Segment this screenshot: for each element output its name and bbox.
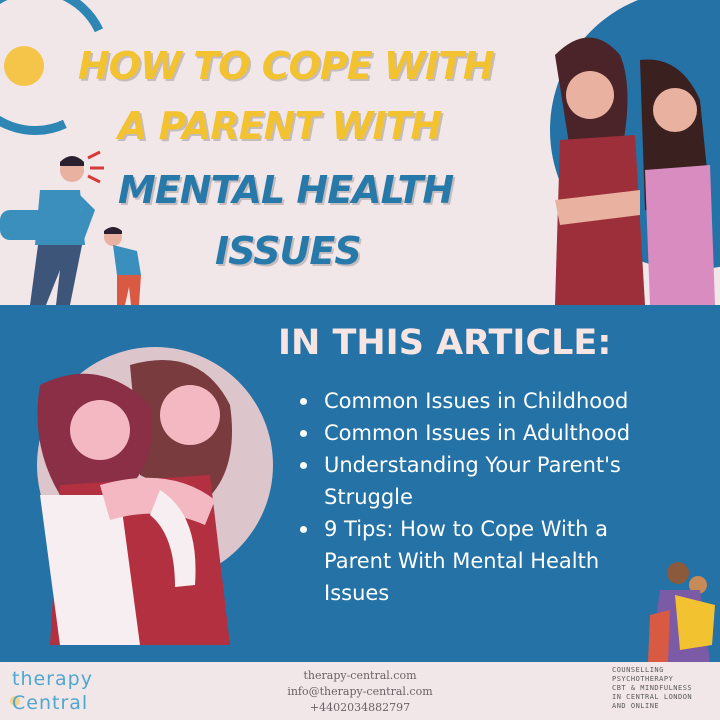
logo-line-1: therapy <box>12 668 93 690</box>
list-item-text: Common Issues in Childhood <box>324 389 629 413</box>
service-item: COUNSELLING <box>612 666 664 674</box>
title-line-4: ISSUES <box>215 229 361 273</box>
two-women-illustration <box>540 0 720 305</box>
list-item <box>300 385 700 417</box>
article-heading: IN THIS ARTICLE: <box>278 323 612 363</box>
title-line-2: A PARENT WITH <box>118 104 442 148</box>
title-line-3: MENTAL HEALTH <box>118 168 454 212</box>
article-section <box>0 305 720 662</box>
phone-number: +4402034882797 <box>309 701 411 714</box>
service-item: PSYCHOTHERAPY <box>612 675 674 683</box>
services-list <box>612 666 720 711</box>
logo-line-2: Central <box>12 692 89 714</box>
hugging-pair-illustration <box>0 325 280 645</box>
sun-circle-icon <box>4 46 44 86</box>
bullet-icon <box>300 526 307 533</box>
bullet-icon <box>300 430 307 437</box>
service-item: CBT & MINDFULNESS <box>612 684 693 692</box>
bullet-icon <box>300 462 307 469</box>
service-item: AND ONLINE <box>612 702 660 710</box>
website-link[interactable]: therapy-central.com <box>303 669 417 682</box>
header-section <box>0 0 720 305</box>
list-item <box>300 513 660 609</box>
email-link[interactable]: info@therapy-central.com <box>287 685 433 698</box>
footer <box>0 662 720 720</box>
sad-child-illustration <box>95 225 155 305</box>
bullet-icon <box>300 398 307 405</box>
list-item <box>300 417 700 449</box>
list-item <box>300 449 680 513</box>
family-hug-illustration <box>640 555 720 662</box>
title-line-1: HOW TO COPE WITH <box>78 44 494 88</box>
service-item: IN CENTRAL LONDON <box>612 693 693 701</box>
list-item-text: 9 Tips: How to Cope With a Parent With Mental Health Issues <box>324 517 608 605</box>
list-item-text: Understanding Your Parent's Struggle <box>324 453 621 509</box>
contact-info <box>260 668 460 716</box>
list-item-text: Common Issues in Adulthood <box>324 421 631 445</box>
